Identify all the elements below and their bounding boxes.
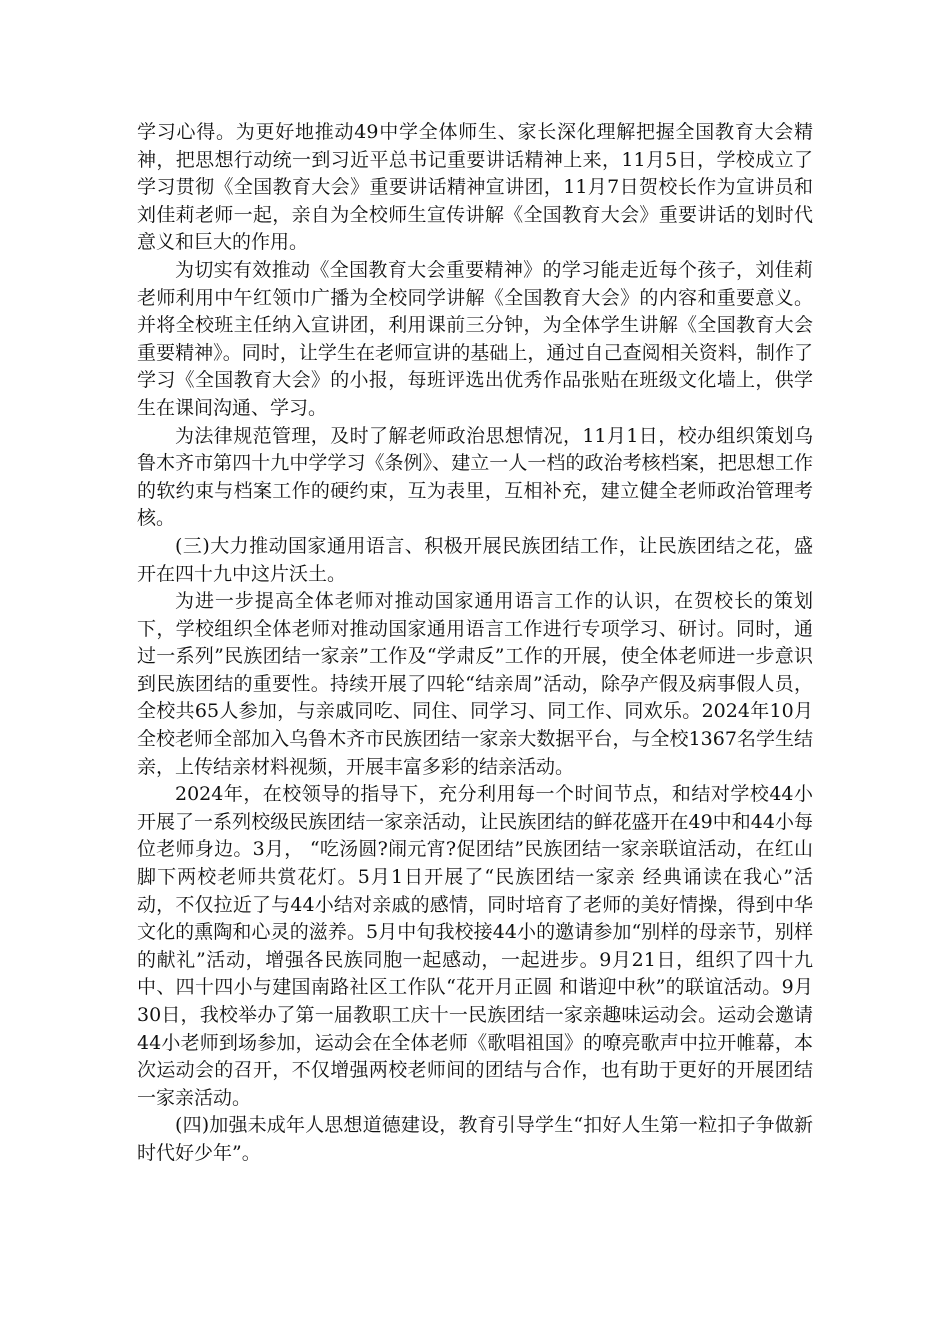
document-page <box>137 119 813 1168</box>
paragraph-study-report: 学习心得。为更好地推动49中学全体师生、家长深化理解把握全国教育大会精神，把思想行动统一到习近平总书记重要讲话精神上来，11月5日，学校成立了学习贯彻《全国教育大会》重要讲话精神宣讲团，11月7日贺校长作为宣讲员和刘佳莉老师一起，亲自为全校师生宣传讲解《全国教育大会》重要讲话的划时代意义和巨大的作用。 <box>137 121 813 254</box>
section-heading-four: (四)加强未成年人思想道德建设，教育引导学生“扣好人生第一粒扣子争做新时代好少年”。 <box>137 1114 813 1164</box>
paragraph-political-archive: 为法律规范管理，及时了解老师政治思想情况，11月1日，校办组织策划乌鲁木齐市第四十九中学学习《条例》、建立一人一档的政治考核档案，把思想工作的软约束与档案工作的硬约束，互为表里，互相补充，建立健全老师政治管理考核。 <box>137 424 813 530</box>
section-heading-three: (三)大力推动国家通用语言、积极开展民族团结工作，让民族团结之花，盛开在四十九中这片沃土。 <box>137 534 813 585</box>
paragraph-red-scarf-broadcast: 为切实有效推动《全国教育大会重要精神》的学习能走近每个孩子，刘佳莉老师利用中午红领巾广播为全校同学讲解《全国教育大会》的内容和重要意义。并将全校班主任纳入宣讲团，利用课前三分钟，为全体学生讲解《全国教育大会重要精神》。同时，让学生在老师宣讲的基础上，通过自己查阅相关资料，制作了学习《全国教育大会》的小报，每班评选出优秀作品张贴在班级文化墙上，供学生在课间沟通、学习。 <box>137 258 813 419</box>
paragraph-ethnic-unity-activities: 2024年，在校领导的指导下，充分利用每一个时间节点，和结对学校44小开展了一系列校级民族团结一家亲活动，让民族团结的鲜花盛开在49中和44小每位老师身边。3月， “吃汤圆?闹元宵?促团结”民族团结一家亲联谊活动，在红山脚下两校老师共赏花灯。5月1日开展了“民族团结一家亲 经典诵读在我心”活动，不仅拉近了与44小结对亲戚的感情，同时培育了老师的美好情操，得到中华文化的熏陶和心灵的滋养。5月中旬我校接44小的邀请参加“别样的母亲节，别样的献礼”活动，增强各民族同胞一起感动，一起进步。9月21日，组织了四十九中、四十四小与建国南路社区工作队“花开月正圆 和谐迎中秋”的联谊活动。9月30日，我校举办了第一届教职工庆十一民族团结一家亲趣味运动会。运动会邀请44小老师到场参加，运动会在全体老师《歌唱祖国》的嘹亮歌声中拉开帷幕，本次运动会的召开，不仅增强两校老师间的团结与合作，也有助于更好的开展团结一家亲活动。 <box>137 783 813 1109</box>
paragraph-national-language: 为进一步提高全体老师对推动国家通用语言工作的认识，在贺校长的策划下，学校组织全体老师对推动国家通用语言工作进行专项学习、研讨。同时，通过一系列”民族团结一家亲”工作及“学肃反”工作的开展，使全体老师进一步意识到民族团结的重要性。持续开展了四轮“结亲周”活动，除孕产假及病事假人员，全校共65人参加，与亲戚同吃、同住、同学习、同工作、同欢乐。2024年10月全校老师全部加入乌鲁木齐市民族团结一家亲大数据平台，与全校1367名学生结亲，上传结亲材料视频，开展丰富多彩的结亲活动。 <box>137 590 813 778</box>
